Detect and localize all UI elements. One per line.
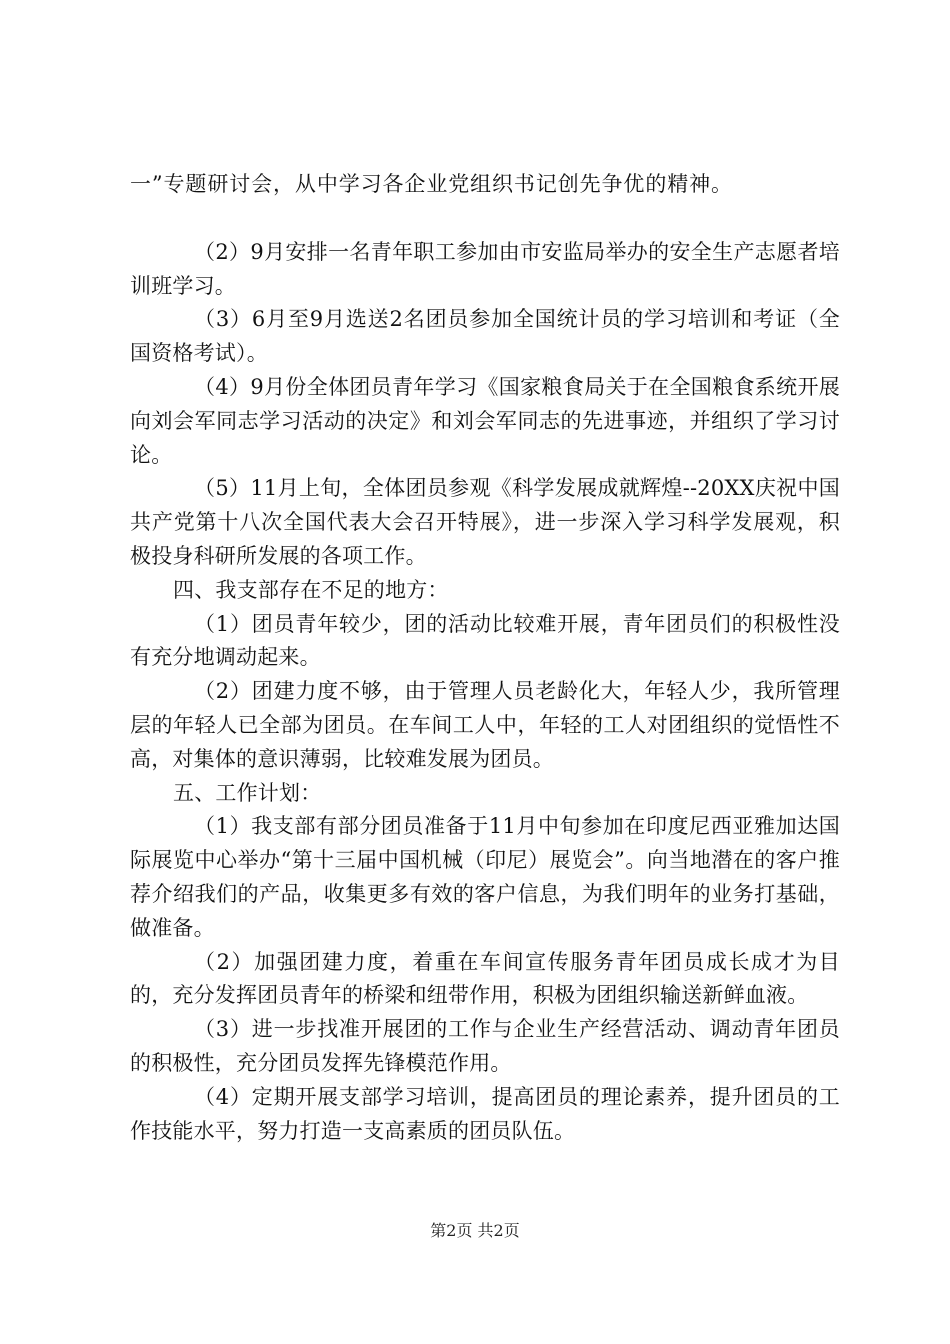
paragraph-item: （3）6月至9月选送2名团员参加全国统计员的学习培训和考证（全国资格考试）。	[130, 307, 840, 366]
paragraph-item: （4）9月份全体团员青年学习《国家粮食局关于在全国粮食系统开展向刘会军同志学习活动的决定》和刘会军同志的先进事迹，并组织了学习讨论。	[130, 374, 840, 467]
paragraph-item: （4）定期开展支部学习培训，提高团员的理论素养，提升团员的工作技能水平，努力打造一支高素质的团员队伍。	[130, 1084, 840, 1143]
paragraph-item: （5）11月上旬，全体团员参观《科学发展成就辉煌--20XX庆祝中国共产党第十八次全国代表大会召开特展》，进一步深入学习科学发展观，积极投身科研所发展的各项工作。	[130, 476, 840, 568]
section-heading: 四、我支部存在不足的地方：	[173, 577, 449, 602]
page-footer: 第2页 共2页	[430, 1221, 520, 1240]
paragraph-item: （2）9月安排一名青年职工参加由市安监局举办的安全生产志愿者培训班学习。	[130, 239, 840, 298]
paragraph-item: （1）我支部有部分团员准备于11月中旬参加在印度尼西亚雅加达国际展览中心举办“第十三届中国机械（印尼）展览会”。向当地潜在的客户推荐介绍我们的产品，收集更多有效的客户信息，为我们明年的业务打基础，做准备。	[130, 814, 840, 940]
document-body	[130, 168, 840, 1148]
paragraph-item: （2）团建力度不够，由于管理人员老龄化大，年轻人少，我所管理层的年轻人已全部为团员。在车间工人中，年轻的工人对团组织的觉悟性不高，对集体的意识薄弱，比较难发展为团员。	[130, 679, 840, 771]
section-heading: 五、工作计划：	[173, 780, 322, 805]
paragraph-item: （2）加强团建力度，着重在车间宣传服务青年团员成长成才为目的，充分发挥团员青年的桥梁和纽带作用，积极为团组织输送新鲜血液。	[130, 949, 840, 1008]
paragraph-continuation: 一”专题研讨会，从中学习各企业党组织书记创先争优的精神。	[130, 172, 733, 196]
paragraph-item: （1）团员青年较少，团的活动比较难开展，青年团员们的积极性没有充分地调动起来。	[130, 611, 840, 670]
paragraph-item: （3）进一步找准开展团的工作与企业生产经营活动、调动青年团员的积极性，充分团员发挥先锋模范作用。	[130, 1017, 840, 1075]
